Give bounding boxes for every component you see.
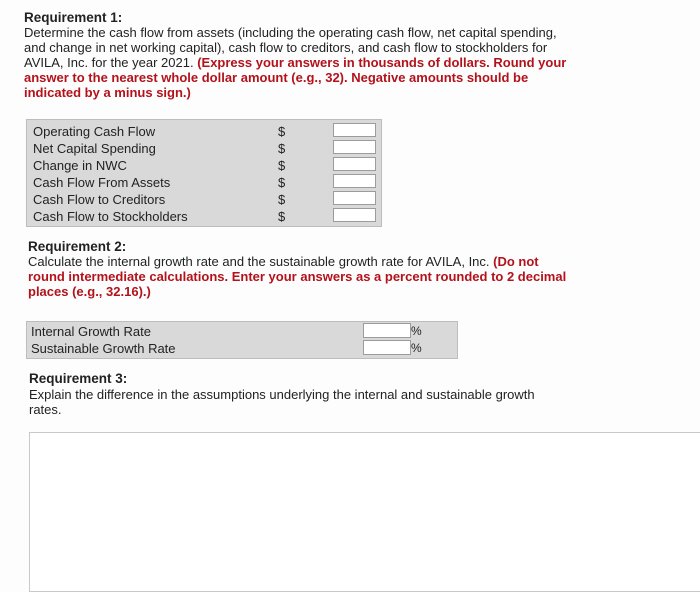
cash-flow-table: [26, 119, 382, 227]
percent-sign: %: [411, 341, 422, 355]
instruction-line: [28, 254, 628, 269]
requirement-3-answer-box[interactable]: [29, 432, 700, 592]
sustainable-growth-rate-input[interactable]: [363, 340, 411, 355]
growth-rate-table: [26, 321, 458, 359]
instruction-line: and change in net working capital), cash flow to creditors, and cash flow to stockholders for: [24, 40, 548, 55]
operating-cash-flow-input[interactable]: [333, 123, 376, 137]
instruction-note: (Do not: [493, 254, 539, 269]
instruction-line: Explain the difference in the assumptions underlying the internal and sustainable growth: [29, 387, 535, 402]
dollar-sign: $: [278, 209, 286, 224]
table-row: [27, 191, 381, 208]
dollar-sign: $: [278, 124, 286, 139]
dollar-sign: $: [278, 141, 286, 156]
instruction-note: round intermediate calculations. Enter your answers as a percent rounded to 2 decimal: [28, 269, 567, 284]
requirement-2-heading: Requirement 2:: [28, 239, 127, 254]
table-row: [27, 140, 381, 157]
table-row: [27, 340, 457, 357]
cash-flow-from-assets-input[interactable]: [333, 174, 376, 188]
table-row: [27, 174, 381, 191]
internal-growth-rate-input[interactable]: [363, 323, 411, 338]
instruction-line: [24, 55, 624, 70]
instruction-note: answer to the nearest whole dollar amount (e.g., 32). Negative amounts should be: [24, 70, 529, 85]
requirement-1-instructions: [24, 25, 624, 100]
table-row: [27, 123, 381, 140]
dollar-sign: $: [278, 175, 286, 190]
row-label: Cash Flow From Assets: [33, 175, 171, 190]
row-label: Internal Growth Rate: [31, 324, 151, 339]
percent-sign: %: [411, 324, 422, 338]
table-row: [27, 323, 457, 340]
row-label: Operating Cash Flow: [33, 124, 156, 139]
requirement-3-instructions: [29, 387, 629, 417]
instruction-line: Determine the cash flow from assets (including the operating cash flow, net capital spending,: [24, 25, 557, 40]
requirement-3-heading: Requirement 3:: [29, 371, 128, 386]
requirement-1-heading: Requirement 1:: [24, 10, 123, 25]
row-label: Cash Flow to Creditors: [33, 192, 166, 207]
dollar-sign: $: [278, 192, 286, 207]
change-in-nwc-input[interactable]: [333, 157, 376, 171]
net-capital-spending-input[interactable]: [333, 140, 376, 154]
instruction-text: Calculate the internal growth rate and the sustainable growth rate for AVILA, Inc.: [28, 254, 494, 269]
row-label: Sustainable Growth Rate: [31, 341, 176, 356]
row-label: Cash Flow to Stockholders: [33, 209, 188, 224]
requirement-2-instructions: [28, 254, 628, 299]
instruction-note: places (e.g., 32.16).): [28, 284, 151, 299]
row-label: Net Capital Spending: [33, 141, 156, 156]
instruction-note: (Express your answers in thousands of dollars. Round your: [197, 55, 567, 70]
table-row: [27, 157, 381, 174]
cash-flow-to-stockholders-input[interactable]: [333, 208, 376, 222]
cash-flow-to-creditors-input[interactable]: [333, 191, 376, 205]
row-label: Change in NWC: [33, 158, 127, 173]
instruction-line: rates.: [29, 402, 62, 417]
dollar-sign: $: [278, 158, 286, 173]
instruction-note: indicated by a minus sign.): [24, 85, 191, 100]
table-row: [27, 208, 381, 225]
instruction-text: AVILA, Inc. for the year 2021.: [24, 55, 198, 70]
